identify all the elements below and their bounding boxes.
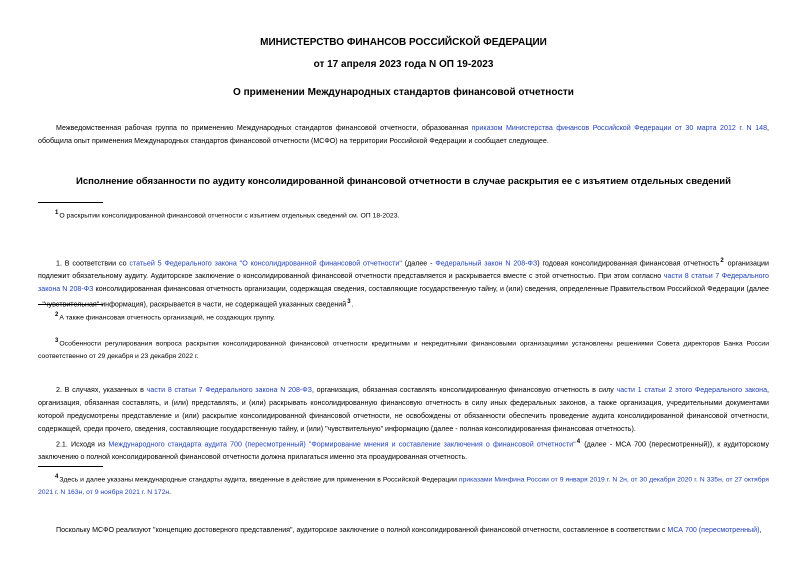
footnote-3-text: Особенности регулирования вопроса раскрытия консолидированной финансовой отчетности кредитными и некредитными финансовыми организациями установлены решениями Совета директоров Банка России соответственно от 29 декабря и 23 декабря 2022 г. xyxy=(38,340,769,361)
p1-text-6: . xyxy=(351,300,354,309)
footnote-3-ref[interactable]: 3 xyxy=(347,299,351,306)
p2-text-3: , организация, обязанная составлять, и (или) представлять, и (или) раскрывать консолидированную финансовую отчетность в силу иных федеральных законов, а также организация, учредительными документами которой предусмотрены представление и (или) раскрытие консолидированной финансовой отчетности, не освобождены от обязанности обеспечить проведение аудита консолидированной финансовой отчетности, содержащей, среди прочего, сведения, составляющие государственную тайну, и (или) "чувствительную" информацию (далее - полная консолидированная финансовая отчетность). xyxy=(38,386,770,433)
p1-text-5: консолидированная финансовая отчетность организации, содержащая сведения, составляющие государственную тайну, и (или) сведения, определенные Правительством Российской Федерации (далее - "чувствительная" информация), раскрывается в части, не содержащей указанных сведений xyxy=(38,285,769,309)
footnote-separator xyxy=(38,304,103,305)
article-5-link[interactable]: статьей 5 Федерального закона "О консолидированной финансовой отчетности" xyxy=(129,259,402,268)
p1-text-2: (далее - xyxy=(401,259,436,268)
p1-text-3: ) годовая консолидированная финансовая отчетность xyxy=(537,259,720,268)
isa-700-short-link[interactable]: МСА 700 (пересмотренный) xyxy=(667,526,760,534)
paragraph-2-1 xyxy=(38,436,769,464)
footnote-4-text-1: Здесь и далее указаны международные стандарты аудита, введенные в действие для применения в Российской Федерации xyxy=(59,476,459,484)
footnote-2-text: А также финансовая отчетность организаций, не создающих группу. xyxy=(59,314,276,322)
footnote-3 xyxy=(38,335,769,363)
part-8-article-7-link[interactable]: части 8 статьи 7 Федерального закона N 208-ФЗ xyxy=(38,272,769,294)
p3-text-1: Поскольку МСФО реализуют "концепцию достоверного представления", аудиторское заключение о полной консолидированной финансовой отчетности, составленное в соответствии с xyxy=(56,526,668,534)
footnote-1-text: О раскрытии консолидированной финансовой отчетности с изъятием отдельных сведений см. ОП 18-2023. xyxy=(59,212,400,220)
intro-paragraph xyxy=(38,122,769,148)
part-1-article-2-link[interactable]: части 1 статьи 2 этого Федерального закона xyxy=(616,386,768,394)
footnote-1-mark: 1 xyxy=(55,210,59,216)
footnote-4 xyxy=(38,471,769,499)
section-title: Исполнение обязанности по аудиту консолидированной финансовой отчетности в случае раскрытия ее с изъятием отдельных сведений xyxy=(76,176,731,187)
document-subject: О применении Международных стандартов финансовой отчетности xyxy=(233,87,574,98)
p2-text-1: 2. В случаях, указанных в xyxy=(56,386,147,394)
footnote-4-mark: 4 xyxy=(55,474,59,480)
p21-text-2: (далее - МСА 700 (пересмотренный)), к аудиторскому заключению о полной консолидированной финансовой отчетности должна прилагаться именно эта проаудированная отчетность. xyxy=(38,440,770,462)
footnote-separator xyxy=(38,466,103,467)
p21-text-1: 2.1. Исходя из xyxy=(56,440,109,449)
footnote-2-ref[interactable]: 2 xyxy=(720,258,724,264)
footnote-1 xyxy=(38,207,769,222)
footnote-4-text-2: . xyxy=(169,489,171,497)
footnote-2 xyxy=(38,309,769,324)
paragraph-1 xyxy=(38,255,769,312)
p1-text-4: организации подлежит обязательному аудиту. Аудиторское заключение о консолидированной финансовой отчетности представляется и раскрывается вместе с этой отчетностью. При этом согласно xyxy=(38,259,769,281)
footnote-3-mark: 3 xyxy=(55,338,59,344)
p2-text-2: , организация, обязанная составлять консолидированную финансовую отчетность в силу xyxy=(311,386,617,394)
footnote-4-ref[interactable]: 4 xyxy=(576,439,581,445)
letter-reference: от 17 апреля 2023 года N ОП 19-2023 xyxy=(313,59,494,70)
ministry-title: МИНИСТЕРСТВО ФИНАНСОВ РОССИЙСКОЙ ФЕДЕРАЦИИ xyxy=(260,37,547,48)
footnote-2-mark: 2 xyxy=(55,312,59,318)
intro-text-2: , обобщила опыт применения Международных стандартов финансовой отчетности (МСФО) на территории Российской Федерации и сообщает следующее. xyxy=(38,124,769,145)
law-208-link[interactable]: Федеральный закон N 208-ФЗ xyxy=(435,259,538,268)
intro-text-1: Межведомственная рабочая группа по применению Международных стандартов финансовой отчетности, образованная xyxy=(56,124,472,132)
p3-text-2: , xyxy=(759,526,762,534)
minfin-orders-link[interactable]: приказами Минфина России от 9 января 2019 г. N 2н, от 30 декабря 2020 г. N 335н, от 27 октября 2021 г. N 163н, от 9 ноября 2021 г. N 172н xyxy=(38,476,769,497)
paragraph-2 xyxy=(38,384,769,436)
paragraph-3 xyxy=(38,524,769,537)
isa-700-link[interactable]: Международного стандарта аудита 700 (пересмотренный) "Формирование мнения и составление заключения о финансовой отчетности" xyxy=(108,440,576,449)
footnote-separator xyxy=(38,202,103,203)
part-8-article-7-link[interactable]: части 8 статьи 7 Федерального закона N 208-ФЗ xyxy=(146,386,312,394)
order-link[interactable]: приказом Министерства финансов Российской Федерации от 30 марта 2012 г. N 148 xyxy=(471,124,768,132)
p1-text-1: 1. В соответствии со xyxy=(56,259,130,268)
